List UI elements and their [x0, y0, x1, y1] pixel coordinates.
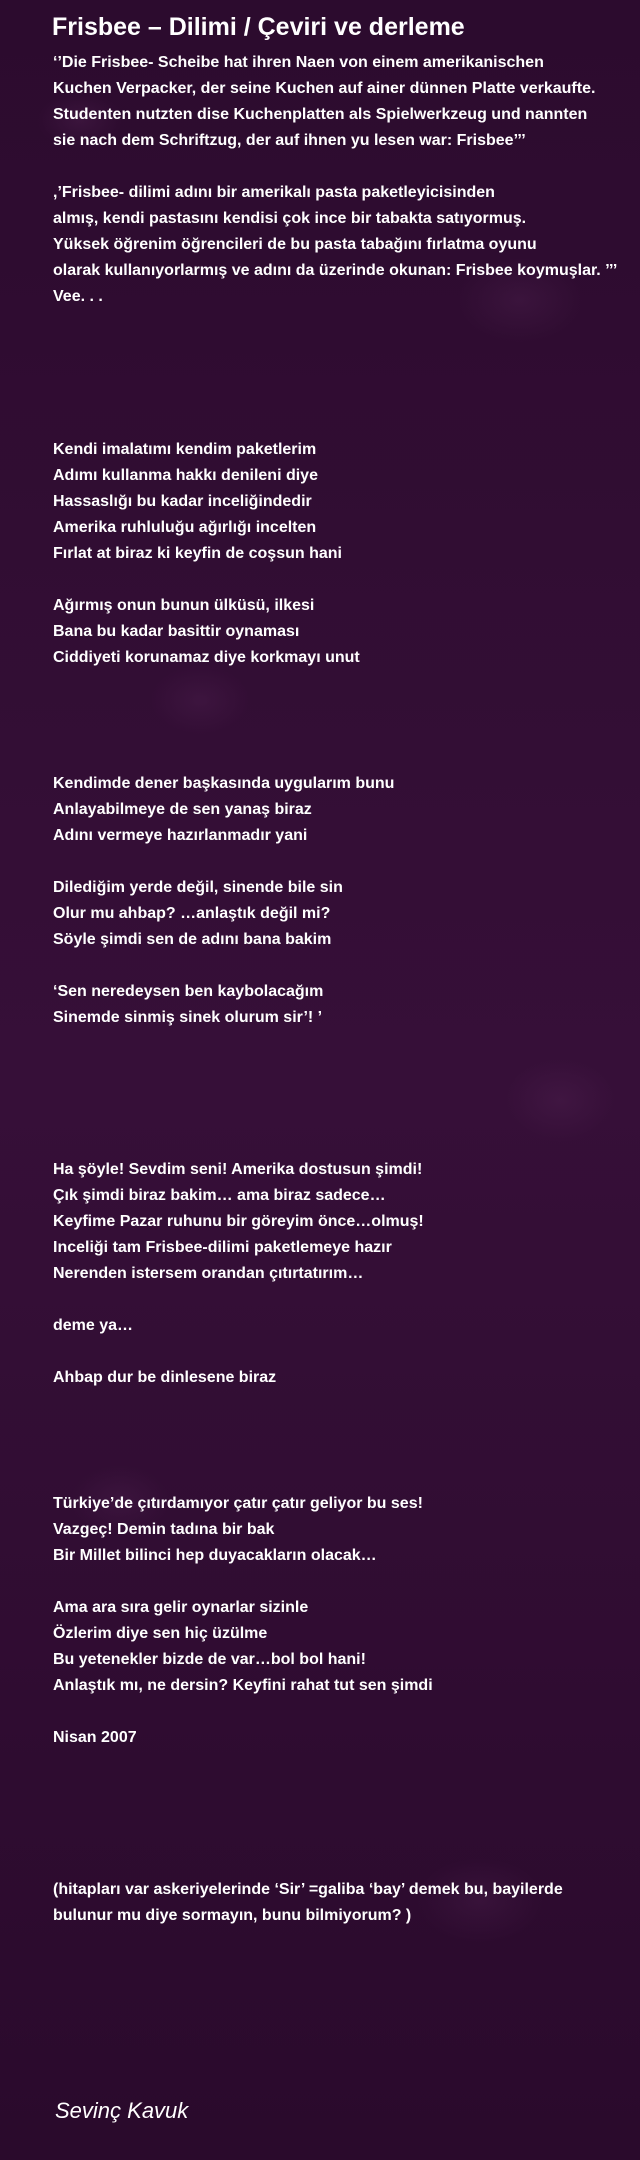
poem-line — [53, 567, 623, 593]
stanza-note — [53, 1877, 623, 1929]
poem-line: Adımı kullanma hakkı denileni diye — [53, 467, 318, 484]
poem-line: Türkiye’de çıtırdamıyor çatır çatır geliyor bu ses! — [53, 1495, 423, 1512]
stanza-intro — [53, 50, 623, 310]
poem-line: Hassaslığı bu kadar inceliğindedir — [53, 493, 312, 510]
poem-line: Amerika ruhluluğu ağırlığı incelten — [53, 519, 317, 536]
poem-line: Olur mu ahbap? …anlaştık değil mi? — [53, 905, 331, 922]
poem-line: Fırlat at biraz ki keyfin de coşsun hani — [53, 545, 342, 562]
poem-line: Keyfime Pazar ruhunu bir göreyim önce…olmuş! — [53, 1213, 424, 1230]
poem-line: ,’Frisbee- dilimi adını bir amerikalı pasta paketleyicisinden — [53, 184, 495, 201]
poem-line: Söyle şimdi sen de adını bana bakim — [53, 931, 332, 948]
poem-line: Yüksek öğrenim öğrencileri de bu pasta tabağını fırlatma oyunu — [53, 236, 537, 253]
poem-line: Kuchen Verpacker, der seine Kuchen auf ainer dünnen Platte verkaufte. — [53, 80, 596, 97]
poem-line: Ağırmış onun bunun ülküsü, ilkesi — [53, 597, 315, 614]
poem-line: deme ya… — [53, 1317, 134, 1334]
poem-line: Ahbap dur be dinlesene biraz — [53, 1369, 277, 1386]
poem-line: Nisan 2007 — [53, 1729, 137, 1746]
poem-line: Bir Millet bilinci hep duyacakların olacak… — [53, 1547, 377, 1564]
poem-line — [53, 953, 623, 979]
poem-line: olarak kullanıyorlarmış ve adını da üzerinde okunan: Frisbee koymuşlar. ’’’ — [53, 262, 618, 279]
poem-line — [53, 1699, 623, 1725]
poem-line — [53, 1569, 623, 1595]
poem-line: Çık şimdi biraz bakim… ama biraz sadece… — [53, 1187, 386, 1204]
poem-line: Sinemde sinmiş sinek olurum sir’! ’ — [53, 1009, 323, 1026]
poem-line — [53, 1287, 623, 1313]
poem-title: Frisbee – Dilimi / Çeviri ve derleme — [52, 13, 465, 41]
poem-line: Ha şöyle! Sevdim seni! Amerika dostusun şimdi! — [53, 1161, 423, 1178]
poem-line: Vazgeç! Demin tadına bir bak — [53, 1521, 275, 1538]
poem-line: Anlaştık mı, ne dersin? Keyfini rahat tut sen şimdi — [53, 1677, 433, 1694]
poem-line: Ciddiyeti korunamaz diye korkmayı unut — [53, 649, 360, 666]
poem-line: Ama ara sıra gelir oynarlar sizinle — [53, 1599, 309, 1616]
poem-line: Dilediğim yerde değil, sinende bile sin — [53, 879, 343, 896]
poem-line: Adını vermeye hazırlanmadır yani — [53, 827, 308, 844]
poem-line: Nerenden istersem orandan çıtırtatırım… — [53, 1265, 364, 1282]
poem-line: Kendi imalatımı kendim paketlerim — [53, 441, 317, 458]
poem-line: Bana bu kadar basittir oynaması — [53, 623, 300, 640]
stanza-3 — [53, 1157, 623, 1391]
poem-line: Kendimde dener başkasında uygularım bunu — [53, 775, 395, 792]
poem-line: almış, kendi pastasını kendisi çok ince bir tabakta satıyormuş. — [53, 210, 527, 227]
poem-line: Studenten nutzten dise Kuchenplatten als Spielwerkzeug und nannten — [53, 106, 588, 123]
poem-line: ‘Sen neredeysen ben kaybolacağım — [53, 983, 324, 1000]
stanza-4 — [53, 1491, 623, 1751]
poem-line: Inceliği tam Frisbee-dilimi paketlemeye hazır — [53, 1239, 392, 1256]
poem-line: (hitapları var askeriyelerinde ‘Sir’ =galiba ‘bay’ demek bu, bayilerde — [53, 1881, 563, 1898]
poem-line: Vee. . . — [53, 288, 103, 305]
stanza-2 — [53, 771, 623, 1031]
stanza-1 — [53, 437, 623, 671]
poem-line — [53, 154, 623, 180]
poem-line: Anlayabilmeye de sen yanaş biraz — [53, 801, 312, 818]
author-name: Sevinç Kavuk — [55, 2098, 189, 2123]
poem-line: Bu yetenekler bizde de var…bol bol hani! — [53, 1651, 366, 1668]
poem-line: sie nach dem Schriftzug, der auf ihnen yu lesen war: Frisbee’’’ — [53, 132, 526, 149]
poem-line: Özlerim diye sen hiç üzülme — [53, 1625, 268, 1642]
poem-line — [53, 1339, 623, 1365]
poem-line: ‘’Die Frisbee- Scheibe hat ihren Naen von einem amerikanischen — [53, 54, 544, 71]
poem-line — [53, 849, 623, 875]
poem-line: bulunur mu diye sormayın, bunu bilmiyorum? ) — [53, 1907, 412, 1924]
